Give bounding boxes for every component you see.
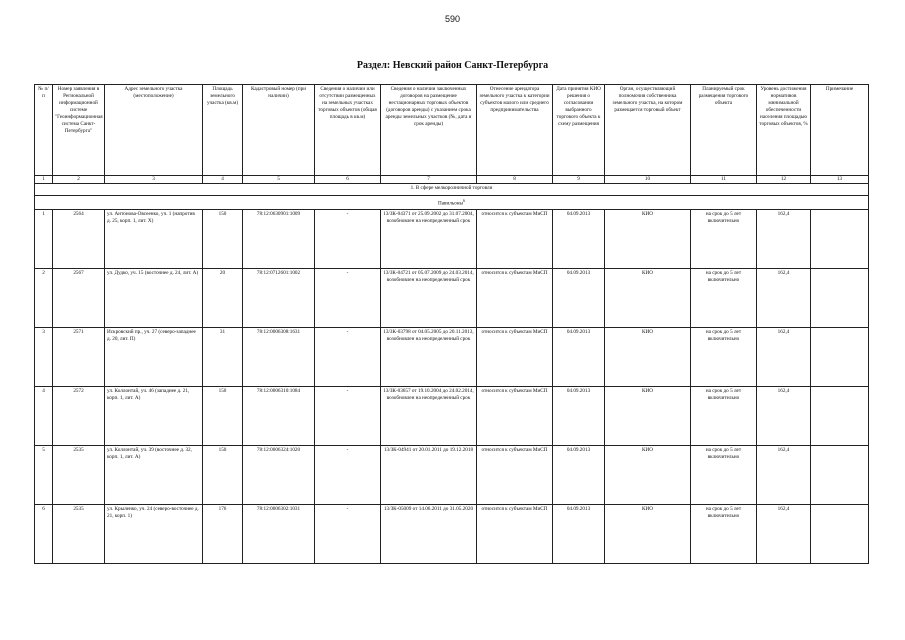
cell-note	[811, 209, 869, 268]
cell-app: 2571	[53, 327, 105, 386]
column-number: 11	[691, 176, 757, 184]
cell-objects: -	[315, 327, 381, 386]
column-number: 12	[757, 176, 811, 184]
cell-objects: -	[315, 268, 381, 327]
header-cell: Адрес земельного участка (местоположение)	[105, 85, 203, 176]
cell-sme: относится к субъектам МиСП	[477, 209, 553, 268]
cell-sme: относится к субъектам МиСП	[477, 445, 553, 504]
column-number: 7	[381, 176, 477, 184]
cell-contract: 13/ЗК-04721 от 05.07.2009 до 24.03.2014, возобновлен на неопределенный срок	[381, 268, 477, 327]
cell-date: 04.09.2013	[553, 386, 605, 445]
cell-level: 162,4	[757, 327, 811, 386]
section-title: Раздел: Невский район Санкт-Петербурга	[356, 60, 549, 71]
cell-level: 162,4	[757, 445, 811, 504]
cell-cadastral: 78:12:0630901:1009	[243, 209, 315, 268]
header-cell: Сведения о наличии заключенных договоров на размещение нестационарных торговых объектов (договоров аренды) с указанием срока аренды земельных участков (№, дата и срок аренды)	[381, 85, 477, 176]
cell-num: 1	[35, 209, 53, 268]
cell-date: 04.09.2013	[553, 327, 605, 386]
column-number: 6	[315, 176, 381, 184]
cell-area: 150	[203, 445, 243, 504]
cell-address: ул. Антонова-Овсеенко, уч. 1 (напротив д. 25, корп. 1, лит. Х)	[105, 209, 203, 268]
header-cell: Номер заявления в Региональной информационной системе "Геоинформационная система Санкт-Петербурга"	[53, 85, 105, 176]
cell-level: 162,4	[757, 504, 811, 563]
subgroup-row	[35, 196, 869, 210]
cell-app: 2564	[53, 209, 105, 268]
footnote-marker: 6	[463, 198, 466, 203]
cell-note	[811, 386, 869, 445]
cell-objects: -	[315, 445, 381, 504]
cell-organ: КИО	[605, 504, 691, 563]
header-cell: Отнесение арендатора земельного участка к категории субъектов малого или среднего предпринимательства	[477, 85, 553, 176]
table-header	[35, 85, 869, 176]
cell-app: 2535	[53, 504, 105, 563]
header-cell: Уровень достижения нормативов минимальной обеспеченности населения площадью торговых объектов, %	[757, 85, 811, 176]
cell-term: на срок до 5 лет включительно	[691, 504, 757, 563]
table-row	[35, 327, 869, 386]
cell-contract: 13/ЗК-03798 от 04.05.2005 до 20.11.2013, возобновлен на неопределенный срок	[381, 327, 477, 386]
cell-app: 2567	[53, 268, 105, 327]
cell-term: на срок до 5 лет включительно	[691, 209, 757, 268]
column-number-row	[35, 176, 869, 184]
header-cell: № п/п	[35, 85, 53, 176]
column-number: 2	[53, 176, 105, 184]
cell-contract: 13/ЗК-05009 от 14.06.2011 до 31.05.2020	[381, 504, 477, 563]
subgroup-cell	[35, 196, 869, 210]
table-row	[35, 504, 869, 563]
header-cell: Кадастровый номер (при наличии)	[243, 85, 315, 176]
cell-note	[811, 327, 869, 386]
column-number: 1	[35, 176, 53, 184]
cell-objects: -	[315, 504, 381, 563]
cell-date: 04.09.2013	[553, 209, 605, 268]
cell-organ: КИО	[605, 386, 691, 445]
table-row	[35, 386, 869, 445]
cell-area: 20	[203, 268, 243, 327]
cell-term: на срок до 5 лет включительно	[691, 386, 757, 445]
column-number: 4	[203, 176, 243, 184]
cell-note	[811, 504, 869, 563]
cell-cadastral: 78:12:0006308:1631	[243, 327, 315, 386]
cell-sme: относится к субъектам МиСП	[477, 268, 553, 327]
cell-cadastral: 78:12:0006324:1020	[243, 445, 315, 504]
cell-area: 150	[203, 386, 243, 445]
cell-organ: КИО	[605, 209, 691, 268]
cell-organ: КИО	[605, 268, 691, 327]
header-cell: Сведения о наличии или отсутствии размещенных на земельных участках торговых объектов (общая площадь в кв.м)	[315, 85, 381, 176]
group-title: 1. В сфере мелкорозничной торговли	[35, 184, 869, 196]
cell-date: 04.09.2013	[553, 268, 605, 327]
cell-contract: 13/ЗК-04371 от 25.09.2002 до 31.07.2004, возобновлен на неопределенный срок	[381, 209, 477, 268]
table-row	[35, 209, 869, 268]
column-number: 8	[477, 176, 553, 184]
cell-num: 2	[35, 268, 53, 327]
cell-address: ул. Коллонтай, уч. 46 (западнее д. 21, корп. 1, лит. А)	[105, 386, 203, 445]
cell-sme: относится к субъектам МиСП	[477, 327, 553, 386]
cell-note	[811, 445, 869, 504]
cell-objects: -	[315, 209, 381, 268]
column-number: 5	[243, 176, 315, 184]
cell-num: 3	[35, 327, 53, 386]
cell-num: 5	[35, 445, 53, 504]
cell-app: 2572	[53, 386, 105, 445]
cell-area: 31	[203, 327, 243, 386]
cell-level: 162,4	[757, 386, 811, 445]
cell-app: 2535	[53, 445, 105, 504]
header-cell: Примечание	[811, 85, 869, 176]
cell-address: Искровский пр., уч. 27 (северо-западнее д. 20, лит. П)	[105, 327, 203, 386]
cell-date: 04.09.2013	[553, 504, 605, 563]
cell-objects: -	[315, 386, 381, 445]
cell-organ: КИО	[605, 327, 691, 386]
cell-cadastral: 78:12:0712601:1002	[243, 268, 315, 327]
cell-area: 176	[203, 504, 243, 563]
cell-level: 162,4	[757, 209, 811, 268]
column-number: 10	[605, 176, 691, 184]
cell-note	[811, 268, 869, 327]
cell-sme: относится к субъектам МиСП	[477, 386, 553, 445]
table-row	[35, 445, 869, 504]
cell-cadastral: 78:12:0006302:1031	[243, 504, 315, 563]
cell-contract: 13/ЗК-03657 от 19.10.2004 до 24.02.2014, возобновлен на неопределенный срок	[381, 386, 477, 445]
header-cell: Площадь земельного участка (кв.м)	[203, 85, 243, 176]
header-cell: Орган, осуществляющий полномочия собственника земельного участка, на котором размещается торговый объект	[605, 85, 691, 176]
header-cell: Дата принятия КИО решения о согласовании выбранного торгового объекта к схему размещения	[553, 85, 605, 176]
cell-cadastral: 78:12:0006310:1084	[243, 386, 315, 445]
header-cell: Планируемый срок размещения торгового объекта	[691, 85, 757, 176]
group-row	[35, 184, 869, 196]
subgroup-title: Павильоны	[437, 200, 464, 207]
column-number: 3	[105, 176, 203, 184]
cell-num: 4	[35, 386, 53, 445]
page-number: 590	[444, 14, 461, 24]
registry-table	[34, 84, 869, 564]
cell-level: 162,4	[757, 268, 811, 327]
cell-contract: 13/ЗК-04941 от 20.01.2011 до 19.12.2018	[381, 445, 477, 504]
column-number: 13	[811, 176, 869, 184]
cell-term: на срок до 5 лет включительно	[691, 445, 757, 504]
cell-sme: относится к субъектам МиСП	[477, 504, 553, 563]
column-number: 9	[553, 176, 605, 184]
cell-address: ул. Коллонтай, уч. 39 (восточнее д. 32, корп. 1, лит. А)	[105, 445, 203, 504]
cell-address: ул. Дудко, уч. 15 (восточнее д. 24, лит. А)	[105, 268, 203, 327]
cell-organ: КИО	[605, 445, 691, 504]
cell-area: 150	[203, 209, 243, 268]
cell-address: ул. Крыленко, уч. 24 (северо-восточнее д. 21, корп. 1)	[105, 504, 203, 563]
cell-date: 04.09.2013	[553, 445, 605, 504]
cell-term: на срок до 5 лет включительно	[691, 268, 757, 327]
cell-term: на срок до 5 лет включительно	[691, 327, 757, 386]
cell-num: 6	[35, 504, 53, 563]
table-row	[35, 268, 869, 327]
